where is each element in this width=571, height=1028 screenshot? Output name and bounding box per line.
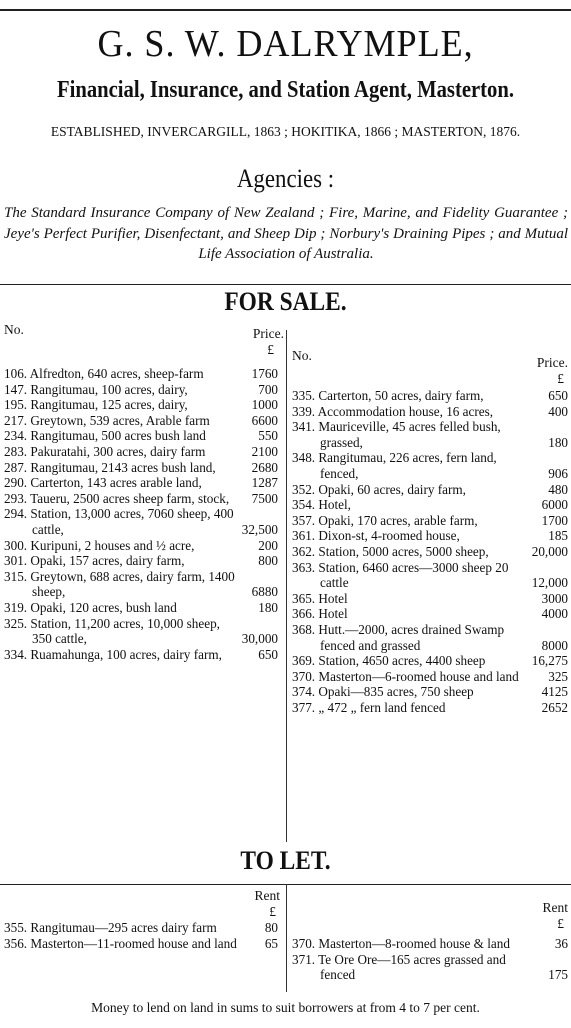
advertiser-name: G. S. W. DALRYMPLE, (97, 23, 474, 65)
listing-price: 2680 (251, 459, 278, 475)
listing-entry (4, 428, 278, 444)
listing-description: 106. Alfredton, 640 acres, sheep-farm (4, 366, 204, 381)
listing-price: 325 (548, 668, 568, 684)
listing-description: 217. Greytown, 539 acres, Arable farm (4, 412, 210, 428)
listing-price: 6600 (251, 412, 278, 428)
listing-description: 368. Hutt.—2000, acres drained Swamp fenced and grassed (292, 621, 505, 653)
listing-description: 362. Station, 5000 acres, 5000 sheep, (292, 543, 489, 559)
left-rent-unit: £ (269, 904, 276, 919)
left-rent-heading: Rent (254, 888, 280, 903)
listing-entry (292, 700, 568, 716)
listing-price: 2100 (251, 443, 278, 459)
listing-description: 371. Te Ore Ore—165 acres grassed and fenced (292, 951, 506, 983)
listing-price: 185 (548, 528, 568, 544)
right-rent-heading: Rent (542, 900, 568, 915)
listing-entry (4, 491, 278, 507)
for-sale-right-list (292, 388, 568, 715)
listing-entry (4, 413, 278, 429)
listing-entry (4, 382, 278, 398)
listing-entry (4, 920, 278, 936)
listing-price: 20,000 (531, 543, 568, 559)
listing-price: 180 (258, 599, 278, 615)
to-let-column-divider (286, 884, 287, 992)
right-rent-unit: £ (557, 916, 564, 931)
left-price-unit: £ (267, 342, 274, 357)
listing-entry (292, 497, 568, 513)
right-price-unit: £ (557, 371, 564, 386)
listing-price: 180 (548, 434, 568, 450)
listing-price: 650 (258, 646, 278, 662)
listing-entry (292, 952, 568, 983)
right-price-heading: Price. (536, 355, 568, 370)
listing-entry (4, 647, 278, 663)
listing-price: 1760 (251, 366, 278, 381)
section-divider (0, 284, 571, 285)
listing-description: 287. Rangitumau, 2143 acres bush land, (4, 459, 216, 475)
listing-entry (292, 606, 568, 622)
listing-price: 65 (264, 935, 278, 951)
listing-description: 355. Rangitumau—295 acres dairy farm (4, 920, 217, 935)
listing-description: 363. Station, 6460 acres—3000 sheep 20 cattle (292, 559, 509, 591)
listing-description: 290. Carterton, 143 acres arable land, (4, 475, 202, 491)
listing-description: 325. Station, 11,200 acres, 10,000 sheep, 350 cattle, (4, 615, 220, 647)
listing-entry (292, 528, 568, 544)
for-sale-column-divider (286, 330, 287, 842)
to-let-heading: TO LET. (240, 846, 331, 875)
listing-description: 377. „ 472 „ fern land fenced (292, 699, 446, 715)
listing-entry (292, 560, 568, 591)
listing-price: 30,000 (241, 631, 278, 647)
listing-description: 361. Dixon-st, 4-roomed house, (292, 528, 460, 544)
listing-price: 1287 (251, 475, 278, 491)
listing-description: 234. Rangitumau, 500 acres bush land (4, 428, 206, 444)
listing-price: 4125 (541, 684, 568, 700)
listing-description: 315. Greytown, 688 acres, dairy farm, 1400 sheep, (4, 568, 235, 600)
listing-price: 700 (258, 381, 278, 397)
top-rule (0, 9, 571, 11)
agencies-heading: Agencies : (236, 164, 335, 193)
listing-entry (292, 936, 568, 952)
right-no-heading: No. (292, 348, 312, 363)
listing-entry (292, 653, 568, 669)
listing-description: 354. Hotel, (292, 497, 351, 513)
listing-entry (4, 553, 278, 569)
listing-price: 200 (258, 537, 278, 553)
listing-description: 294. Station, 13,000 acres, 7060 sheep, 400 cattle, (4, 506, 234, 537)
listing-description: 334. Ruamahunga, 100 acres, dairy farm, (4, 646, 222, 662)
listing-price: 6000 (541, 497, 568, 513)
established-line: ESTABLISHED, INVERCARGILL, 1863 ; HOKITIKA, 1866 ; MASTERTON, 1876. (50, 124, 521, 139)
listing-price: 3000 (541, 590, 568, 606)
listing-entry (292, 450, 568, 481)
listing-description: 335. Carterton, 50 acres, dairy farm, (292, 388, 484, 403)
listing-description: 366. Hotel (292, 606, 348, 622)
listing-price: 12,000 (531, 575, 568, 591)
listing-entry (4, 366, 278, 382)
listing-entry (4, 475, 278, 491)
listing-price: 36 (554, 936, 568, 951)
listing-entry (4, 460, 278, 476)
listing-price: 550 (258, 428, 278, 444)
listing-entry (292, 482, 568, 498)
listing-price: 906 (548, 465, 568, 481)
left-price-heading: Price. (252, 326, 284, 341)
listing-price: 400 (548, 403, 568, 419)
for-sale-heading: FOR SALE. (224, 287, 347, 316)
listing-description: 374. Opaki—835 acres, 750 sheep (292, 684, 474, 700)
listing-price: 2652 (541, 699, 568, 715)
listing-entry (292, 404, 568, 420)
listing-entry (292, 513, 568, 529)
listing-description: 293. Taueru, 2500 acres sheep farm, stock, (4, 490, 230, 506)
listing-entry (292, 684, 568, 700)
listing-price: 1700 (541, 512, 568, 528)
listing-price: 650 (548, 388, 568, 403)
left-no-heading: No. (4, 322, 24, 337)
listing-entry (4, 616, 278, 647)
listing-description: 370. Masterton—8-roomed house & land (292, 936, 510, 951)
listing-entry (4, 569, 278, 600)
to-let-left-list (4, 920, 278, 951)
listing-description: 147. Rangitumau, 100 acres, dairy, (4, 381, 188, 397)
listing-entry (4, 397, 278, 413)
agencies-text: The Standard Insurance Company of New Zealand ; Fire, Marine, and Fidelity Guarantee ; Jeye's Perfect Purifier, Disenfectant, and Sheep Dip ; Norbury's Draining Pipes ; and Mutual Life Association of Australia. (4, 205, 568, 262)
listing-entry (292, 544, 568, 560)
to-let-right-list (292, 936, 568, 983)
listing-description: 370. Masterton—6-roomed house and land (292, 668, 519, 684)
listing-entry (292, 419, 568, 450)
listing-price: 80 (264, 920, 278, 935)
listing-description: 352. Opaki, 60 acres, dairy farm, (292, 481, 466, 497)
listing-price: 7500 (251, 490, 278, 506)
listing-description: 339. Accommodation house, 16 acres, (292, 403, 494, 419)
footer-note: Money to lend on land in sums to suit borrowers at from 4 to 7 per cent. (91, 1000, 480, 1015)
listing-description: 319. Opaki, 120 acres, bush land (4, 599, 177, 615)
listing-entry (292, 669, 568, 685)
listing-entry (292, 591, 568, 607)
listing-description: 301. Opaki, 157 acres, dairy farm, (4, 553, 185, 569)
listing-price: 1000 (251, 397, 278, 413)
listing-description: 357. Opaki, 170 acres, arable farm, (292, 512, 478, 528)
listing-entry (4, 600, 278, 616)
listing-description: 365. Hotel (292, 590, 348, 606)
listing-description: 341. Mauriceville, 45 acres felled bush, grassed, (292, 419, 501, 450)
listing-description: 348. Rangitumau, 226 acres, fern land, fenced, (292, 450, 497, 481)
listing-price: 4000 (541, 606, 568, 622)
listing-entry (4, 936, 278, 952)
listing-price: 8000 (541, 637, 568, 653)
listing-price: 175 (548, 967, 568, 983)
listing-description: 195. Rangitumau, 125 acres, dairy, (4, 397, 188, 413)
listing-entry (4, 444, 278, 460)
listing-price: 480 (548, 481, 568, 497)
listing-description: 283. Pakuratahi, 300 acres, dairy farm (4, 443, 206, 459)
listing-description: 300. Kuripuni, 2 houses and ½ acre, (4, 537, 195, 553)
listing-entry (292, 622, 568, 653)
listing-entry (4, 506, 278, 537)
listing-description: 369. Station, 4650 acres, 4400 sheep (292, 653, 486, 669)
for-sale-left-list (4, 366, 278, 662)
listing-price: 16,275 (531, 653, 568, 669)
listing-price: 800 (258, 553, 278, 569)
listing-entry (4, 538, 278, 554)
listing-description: 356. Masterton—11-roomed house and land (4, 935, 237, 951)
listing-price: 32,500 (241, 521, 278, 537)
listing-entry (292, 388, 568, 404)
listing-price: 6880 (251, 584, 278, 600)
business-description: Financial, Insurance, and Station Agent, Masterton. (57, 77, 514, 103)
